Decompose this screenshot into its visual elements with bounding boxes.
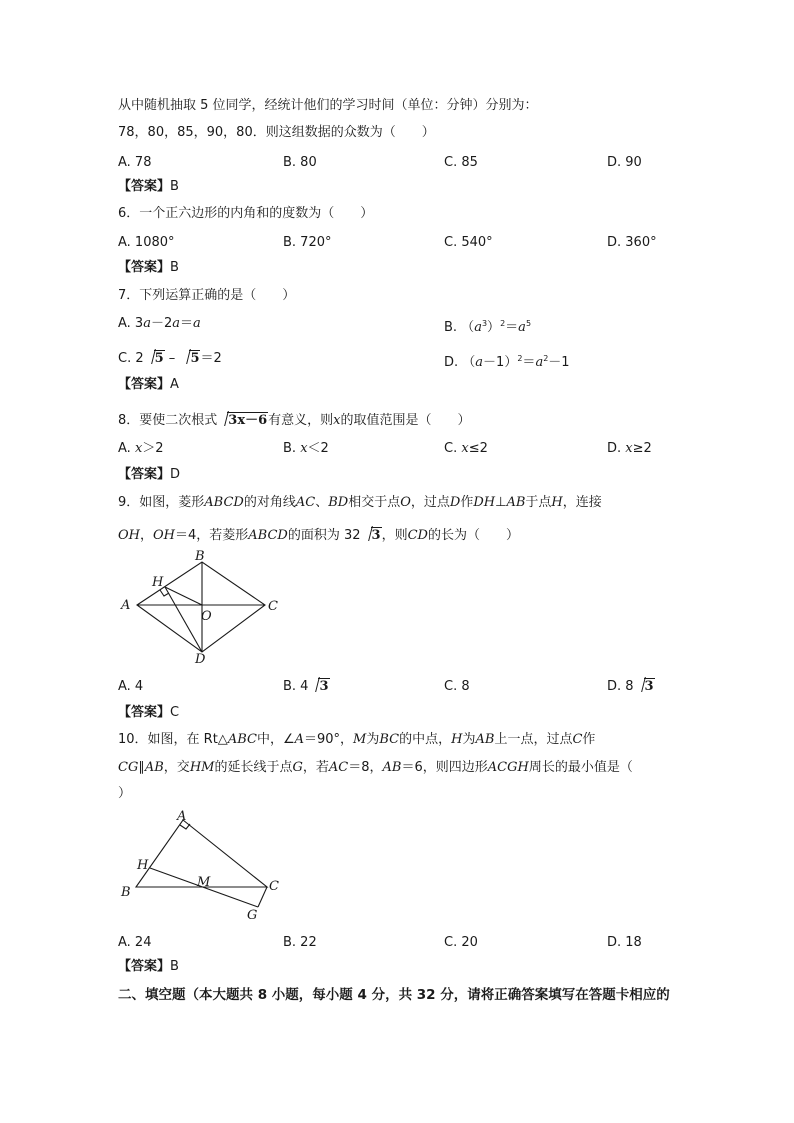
answer-label: 【答案】 [118, 959, 171, 974]
q9-option-c: C. 8 [444, 679, 470, 694]
q7-option-c [118, 350, 222, 368]
q10-stem-line2: CG∥AB，交HM的延长线于点G，若AC＝8，AB＝6，则四边形ACGH周长的最小值是（ [118, 760, 633, 775]
q10-answer [118, 958, 179, 976]
q10-stem-line1: 10．如图，在 Rt△ABC中，∠A＝90°，M为BC的中点，H为AB上一点，过点C作 [118, 732, 596, 747]
sqrt-symbol: 3x－6 [218, 412, 268, 430]
answer-label: 【答案】 [118, 377, 171, 392]
q5-option-c: C. 85 [444, 155, 478, 170]
q7-b-prefix: B. （ [444, 320, 475, 335]
label-h: H [137, 858, 149, 873]
exponent: 3 [481, 319, 488, 328]
q7-stem: 7．下列运算正确的是（ ） [118, 288, 296, 303]
sqrt-symbol: 3 [362, 527, 382, 545]
q5-option-a: A. 78 [118, 155, 152, 170]
q10-option-a: A. 24 [118, 935, 152, 950]
q8-option-b: B. x＜2 [283, 441, 329, 456]
q5-answer [118, 178, 179, 196]
var-a: a [143, 316, 151, 331]
q5-stem-line1: 从中随机抽取 5 位同学，经统计他们的学习时间（单位：分钟）分别为： [118, 98, 538, 113]
var-a: a [518, 320, 526, 335]
q5-stem-line2: 78，80，85，90，80．则这组数据的众数为（ ） [118, 125, 435, 140]
q5-option-b: B. 80 [283, 155, 317, 170]
q9-answer [118, 704, 179, 722]
q10-option-c: C. 20 [444, 935, 478, 950]
q6-option-a: A. 1080° [118, 235, 175, 250]
q10-stem-line3: ） [118, 786, 132, 801]
q7-answer [118, 376, 179, 394]
q7-c-minus: – [164, 351, 180, 366]
var-a: a [535, 355, 544, 370]
label-d: D [195, 652, 206, 667]
answer-value: D [170, 467, 181, 482]
sqrt-symbol: 3 [635, 678, 655, 696]
label-m: M [197, 875, 211, 890]
var-a: a [193, 316, 201, 331]
q10-option-b: B. 22 [283, 935, 317, 950]
label-c: C [269, 879, 279, 894]
q8-answer [118, 466, 180, 484]
label-o: O [201, 609, 212, 624]
q7-d-mid: －1） [483, 355, 518, 370]
q7-a-prefix: A. 3 [118, 316, 144, 331]
label-g: G [247, 908, 258, 923]
sqrt-symbol: 5 [145, 350, 165, 368]
sqrt-symbol: 5 [180, 350, 200, 368]
var-a: a [475, 355, 484, 370]
q8-option-d: D. x≥2 [607, 441, 652, 456]
q7-d-eq: ＝ [522, 355, 536, 370]
exponent: 2 [517, 354, 523, 363]
answer-value: B [170, 260, 179, 275]
q7-option-a [118, 315, 201, 333]
answer-label: 【答案】 [118, 179, 171, 194]
q7-d-rest: －1 [548, 355, 570, 370]
q9-option-b: B. 4 3 [283, 679, 329, 694]
var-a: a [474, 320, 482, 335]
q7-option-b [444, 315, 531, 337]
q7-option-d [444, 350, 570, 372]
label-a: A [177, 809, 187, 824]
label-c: C [268, 599, 278, 614]
q10-option-d: D. 18 [607, 935, 642, 950]
label-b: B [121, 885, 131, 900]
q6-option-b: B. 720° [283, 235, 332, 250]
answer-value: B [170, 179, 179, 194]
segment-cg [258, 887, 267, 907]
label-b: B [195, 549, 205, 564]
answer-label: 【答案】 [118, 260, 171, 275]
q7-a-mid: －2 [150, 316, 173, 331]
sqrt-symbol: 3 [309, 678, 329, 696]
q7-c-prefix: C. 2 [118, 351, 144, 366]
exponent: 5 [525, 319, 532, 328]
section-2-heading: 二、填空题（本大题共 8 小题，每小题 4 分，共 32 分，请将正确答案填写在答题卡相应的 [118, 987, 670, 1003]
q6-option-d: D. 360° [607, 235, 657, 250]
answer-label: 【答案】 [118, 705, 171, 720]
exponent: 2 [500, 319, 506, 328]
q10-triangle-figure [115, 806, 290, 926]
answer-value: A [170, 377, 179, 392]
q7-b-eq: ＝ [505, 320, 519, 335]
q9-option-a: A. 4 [118, 679, 144, 694]
answer-value: C [170, 705, 180, 720]
answer-value: B [170, 959, 179, 974]
q8-option-a: A. x＞2 [118, 441, 164, 456]
q6-stem: 6．一个正六边形的内角和的度数为（ ） [118, 206, 374, 221]
q6-answer [118, 259, 179, 277]
q7-a-eq: ＝ [180, 316, 194, 331]
q9-option-d: D. 8 3 [607, 679, 654, 694]
q8-option-c: C. x≤2 [444, 441, 488, 456]
label-h: H [152, 575, 164, 590]
var-a: a [172, 316, 181, 331]
segment-dh [165, 587, 202, 652]
q6-option-c: C. 540° [444, 235, 493, 250]
q5-option-d: D. 90 [607, 155, 642, 170]
q8-stem: 8．要使二次根式 3x－6有意义，则x的取值范围是（ ） [118, 413, 471, 428]
q7-b-close: ） [487, 320, 501, 335]
exponent: 2 [543, 354, 549, 363]
q7-d-prefix: D. （ [444, 355, 476, 370]
q9-stem-line1: 9．如图，菱形ABCD的对角线AC、BD相交于点O，过点D作DH⊥AB于点H，连接 [118, 495, 602, 510]
answer-label: 【答案】 [118, 467, 171, 482]
q9-stem-line2: OH，OH＝4，若菱形ABCD的面积为 32 3，则CD的长为（ ） [118, 528, 519, 543]
q7-c-rest: ＝2 [200, 351, 222, 366]
label-a: A [121, 598, 131, 613]
q9-rhombus-figure [115, 548, 285, 668]
